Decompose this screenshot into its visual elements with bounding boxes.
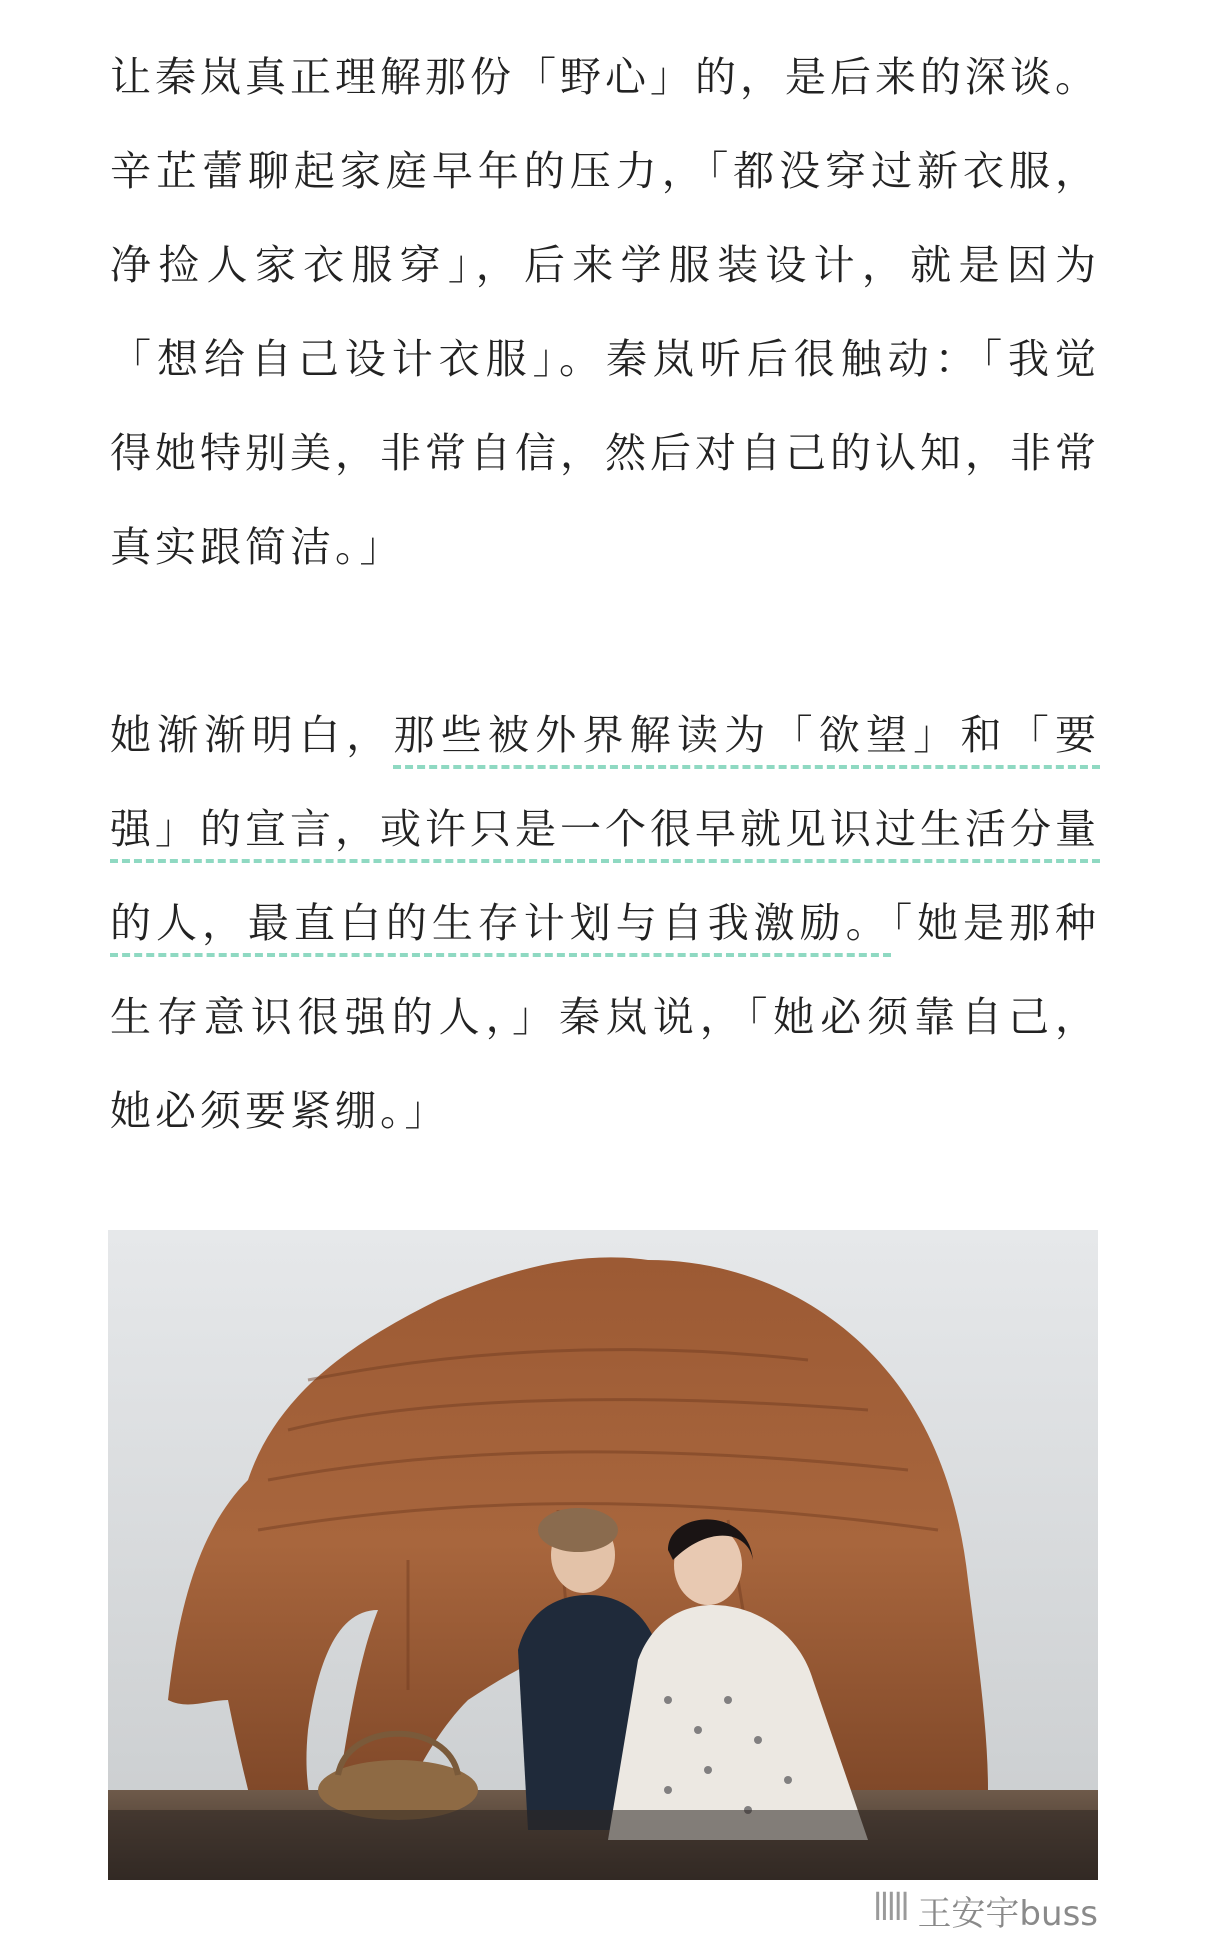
paragraph-1 xyxy=(110,30,1100,594)
watermark-text: 王安宇buss xyxy=(917,1893,1098,1934)
paragraph-1-text: 让秦岚真正理解那份「野心」的，是后来的深谈。辛芷蕾聊起家庭早年的压力，「都没穿过新衣服，净捡人家衣服穿」，后来学服装设计，就是因为「想给自己设计衣服」。秦岚听后很触动：「我觉得她特别美，非常自信，然后对自己的认知，非常真实跟简洁。」 xyxy=(110,53,1100,571)
watermark xyxy=(873,1888,1098,1932)
highlighted-quote[interactable]: 那些被外界解读为「欲望」和「要强」的宣言，或许只是一个很早就见识过生活分量的人，最直白的生存计划与自我激励。 xyxy=(110,711,1100,947)
article-photo[interactable] xyxy=(108,1230,1098,1880)
article-body xyxy=(110,30,1100,1158)
paragraph-2-lead: 她渐渐明白， xyxy=(110,711,394,759)
watermark-logo: ꟾꟾꟾꟾꟾ xyxy=(873,1892,908,1928)
photo-illustration xyxy=(108,1230,1098,1880)
paragraph-2-tail: 「她是那种生存意识很强的人，」秦岚说，「她必须靠自己，她必须要紧绷。」 xyxy=(110,899,1100,1135)
paragraph-2 xyxy=(110,688,1100,1158)
